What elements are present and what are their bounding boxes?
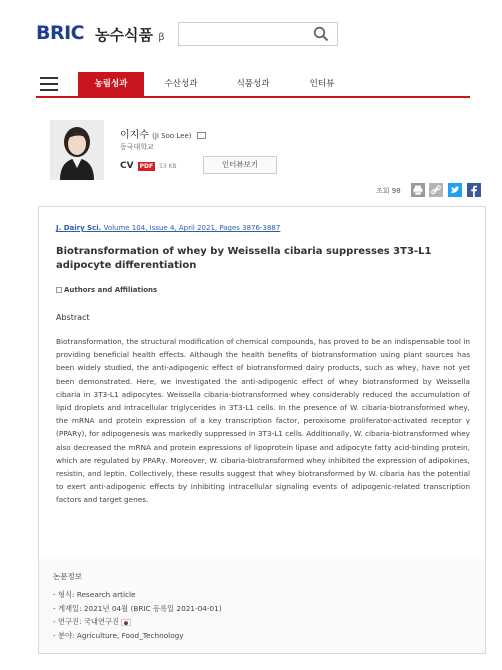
tab-fisheries[interactable]: 수산성과 xyxy=(164,79,198,89)
tab-food[interactable]: 식품성과 xyxy=(236,79,270,89)
abstract-heading: Abstract xyxy=(56,313,90,322)
view-interview-button[interactable]: 인터뷰보기 xyxy=(203,156,277,174)
article-body xyxy=(39,207,485,559)
paper-type: - 형식: Research article xyxy=(53,590,136,599)
beta-mark: β xyxy=(158,32,165,43)
print-icon[interactable] xyxy=(411,183,425,197)
paper-date: - 게재일: 2021년 04월 (BRIC 등록일 2021-04-01) xyxy=(53,603,222,613)
site-name[interactable] xyxy=(95,24,165,45)
bric-logo[interactable]: BRIC xyxy=(36,22,85,44)
citation-link[interactable] xyxy=(56,224,280,232)
main-nav xyxy=(36,72,470,98)
cv-download[interactable] xyxy=(120,157,177,175)
authors-toggle-label: Authors and Affiliations xyxy=(64,286,158,294)
view-count: 조회 98 xyxy=(376,187,401,195)
researcher-profile xyxy=(50,120,480,180)
tab-interview[interactable]: 인터뷰 xyxy=(309,79,335,89)
tab-agriculture[interactable]: 농림성과 xyxy=(78,72,144,96)
search-input[interactable] xyxy=(178,22,338,46)
menu-icon[interactable] xyxy=(40,77,58,91)
research-team: - 연구진: 국내연구진 xyxy=(53,617,120,626)
search-icon[interactable] xyxy=(313,26,329,42)
file-size: 53 KB xyxy=(159,162,177,170)
authors-toggle[interactable] xyxy=(56,286,157,294)
site-name-label: 농수식품 xyxy=(95,26,153,44)
expand-icon xyxy=(56,287,62,293)
cv-label: CV xyxy=(120,161,134,171)
researcher-photo xyxy=(50,120,104,180)
research-team-row xyxy=(53,615,473,629)
journal-name: J. Dairy Sci. xyxy=(56,224,102,232)
site-header xyxy=(0,0,502,60)
paper-info-heading: 논문정보 xyxy=(53,572,82,581)
twitter-icon[interactable] xyxy=(448,183,462,197)
pdf-icon: PDF xyxy=(139,162,154,170)
researcher-name-en: (Ji Soo Lee) xyxy=(152,132,192,140)
facebook-icon[interactable] xyxy=(467,183,481,197)
researcher-name xyxy=(120,126,206,141)
link-icon[interactable] xyxy=(429,183,443,197)
article-card xyxy=(38,206,486,654)
korea-flag-icon xyxy=(121,619,131,626)
abstract-text: Biotransformation, the structural modification of chemical compounds, has proved to be an indispensable tool in providing beneficial health effects. Although the health benefits of biotransformation using plant sources has been widely studied, the anti-adipogenic effect of biotransformed dairy products, such as whey, have not yet been demonstrated. Here, we investigated the anti-adipogenic effect of whey biotransformed by Weissella cibaria in 3T3-L1 adipocytes. Weissella cibaria-biotransformed whey considerably reduced the accumulation of lipid droplets and intracellular triglycerides in 3T3-L1 cells. In the presence of W. cibaria-biotransformed whey, the mRNA and protein expression of a key transcription factor, peroxisome proliferator-activated receptor γ (PPARγ), for adipogenesis was markedly suppressed in 3T3-L1 cells. Additionally, W. cibaria-biotransformed whey also decreased the mRNA and protein expressions of lipoprotein lipase and adipocyte fatty acid-binding protein, which are regulated by PPARγ. Moreover, W. cibaria-biotransformed whey inhibited the expression of adipokines, resistin, and leptin. Collectively, these results suggest that whey biotransformed by W. cibaria has the potential to exert anti-adipogenic effects by inhibiting intracellular signaling events of adipogenic-related transcription factors and target genes. xyxy=(56,337,470,505)
affiliation: 동국대학교 xyxy=(120,143,154,151)
paper-info xyxy=(53,571,473,642)
mail-icon[interactable] xyxy=(197,132,206,139)
researcher-name-ko: 이지수 xyxy=(120,130,149,141)
paper-field: - 분야: Agriculture, Food_Technology xyxy=(53,630,184,640)
citation-details: Volume 104, Issue 4, April 2021, Pages 3876-3887 xyxy=(101,224,281,232)
article-title: Biotransformation of whey by Weissella cibaria suppresses 3T3-L1 adipocyte differentiation xyxy=(56,246,432,271)
